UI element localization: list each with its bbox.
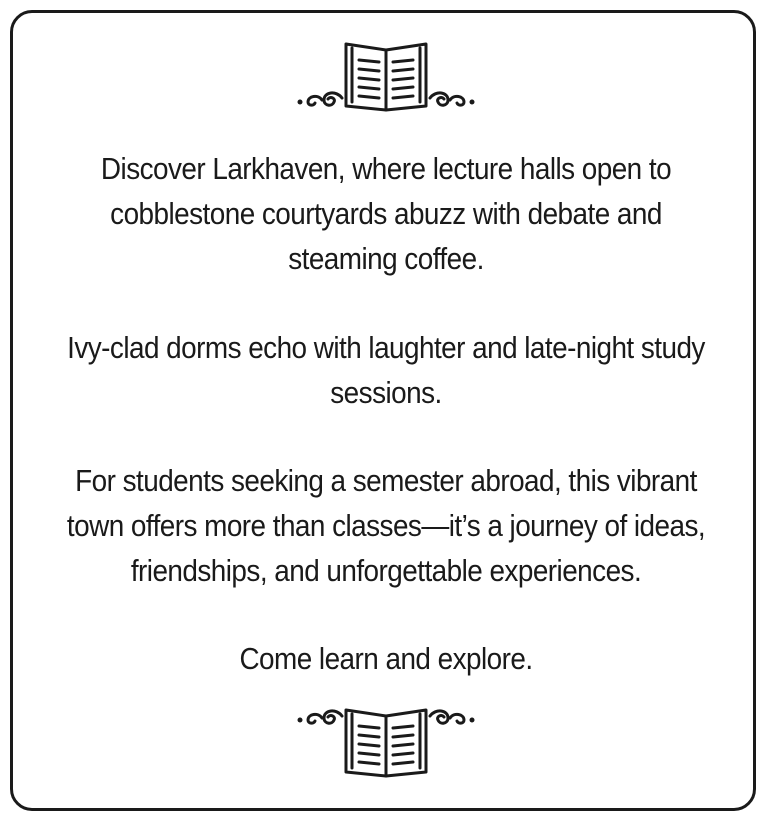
bottom-ornament	[0, 702, 772, 782]
paragraph-closing: Come learn and explore.	[239, 641, 533, 676]
top-ornament	[0, 36, 772, 116]
paragraph-dorms: Ivy-clad dorms echo with laughter and late-night study sessions.	[67, 330, 705, 410]
paragraph-semester: For students seeking a semester abroad, this vibrant town offers more than classes—it’s a journey of ideas, friendships, and unforgettable experiences.	[66, 463, 706, 588]
open-book-icon	[286, 702, 486, 782]
open-book-icon	[286, 36, 486, 116]
paragraph-intro: Discover Larkhaven, where lecture halls open to cobblestone courtyards abuzz with debate and steaming coffee.	[100, 151, 672, 276]
